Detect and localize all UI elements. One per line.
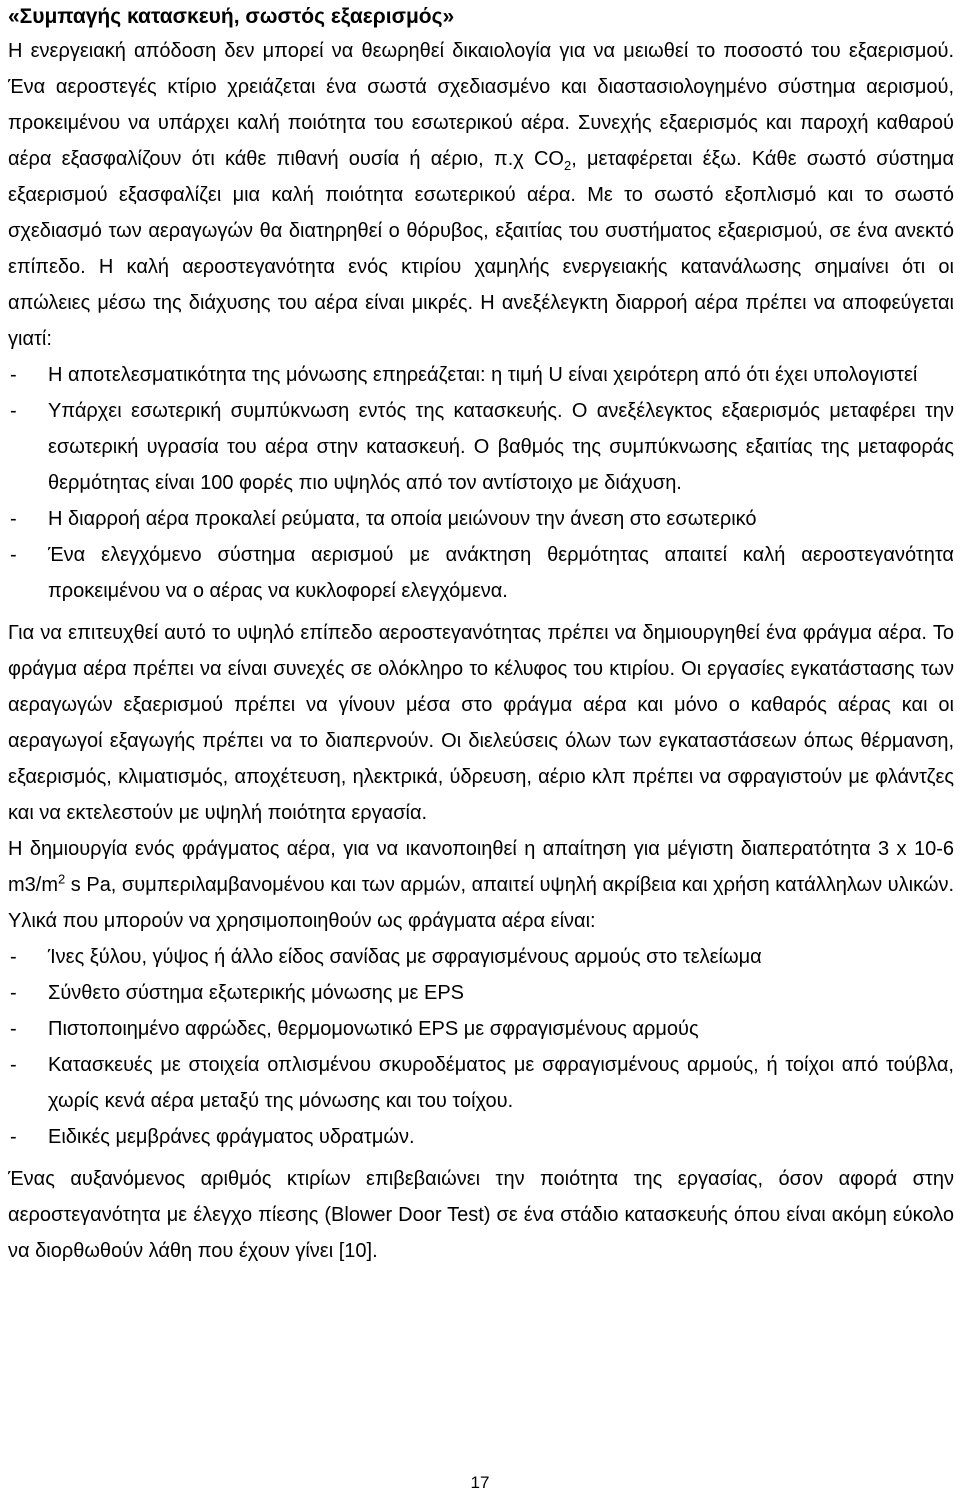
list-item-text: Ειδικές μεμβράνες φράγματος υδρατμών. bbox=[48, 1126, 415, 1148]
list-item-text: Ένα ελεγχόμενο σύστημα αερισμού με ανάκτηση θερμότητας απαιτεί καλή αεροστεγανότητα προκειμένου να ο αέρας να κυκλοφορεί ελεγχόμενα. bbox=[48, 544, 954, 602]
air-leak-consequences-list bbox=[8, 357, 954, 609]
dash-bullet: - bbox=[10, 508, 17, 530]
list-item-text: Η αποτελεσματικότητα της μόνωσης επηρεάζεται: η τιμή U είναι χειρότερη από ότι έχει υπολογιστεί bbox=[48, 364, 918, 386]
paragraph-ventilation bbox=[8, 33, 954, 357]
list-item bbox=[8, 1011, 954, 1047]
list-item-text: Σύνθετο σύστημα εξωτερικής μόνωσης με EPS bbox=[48, 982, 465, 1004]
list-item bbox=[8, 501, 954, 537]
paragraph-air-barrier: Για να επιτευχθεί αυτό το υψηλό επίπεδο αεροστεγανότητας πρέπει να δημιουργηθεί ένα φράγμα αέρα. Το φράγμα αέρα πρέπει να είναι συνεχές σε ολόκληρο το κέλυφος του κτιρίου. Οι εργασίες εγκατάστασης των αεραγωγών εξαερισμού πρέπει να γίνουν μέσα στο φράγμα αέρα και μόνο ο καθαρός αέρας και οι αεραγωγοί εξαγωγής πρέπει να το διαπερνούν. Οι διελεύσεις όλων των εγκαταστάσεων όπως θέρμανση, εξαερισμός, κλιματισμός, αποχέτευση, ηλεκτρικά, ύδρευση, αέριο κλπ πρέπει να σφραγιστούν με φλάντζες και να εκτελεστούν με υψηλή ποιότητα εργασία. bbox=[8, 622, 954, 824]
dash-bullet: - bbox=[10, 544, 17, 566]
dash-bullet: - bbox=[10, 400, 17, 422]
air-barrier-materials-list bbox=[8, 939, 954, 1155]
list-item bbox=[8, 975, 954, 1011]
squared-superscript: 2 bbox=[58, 871, 66, 887]
list-item bbox=[8, 357, 954, 393]
list-item-text: Ίνες ξύλου, γύψος ή άλλο είδος σανίδας με σφραγισμένους αρμούς στο τελείωμα bbox=[48, 946, 762, 968]
dash-bullet: - bbox=[10, 1054, 17, 1076]
paragraph-text: Η δημιουργία ενός φράγματος αέρα, για να ικανοποιηθεί η απαίτηση για μέγιστη διαπερατότητα 3 x 10-6 m3/m bbox=[8, 838, 954, 896]
paragraph-text: Η ενεργειακή απόδοση δεν μπορεί να θεωρηθεί δικαιολογία για να μειωθεί το ποσοστό του εξαερισμού. Ένα αεροστεγές κτίριο χρειάζεται ένα σωστά σχεδιασμένο και διαστασιολογημένο σύστημα αερισμού, προκειμένου να υπάρχει καλή ποιότητα του εσωτερικού αέρα. Συνεχής εξαερισμός και παροχή καθαρού αέρα εξασφαλίζουν ότι κάθε πιθανή ουσία ή αέριο, π.χ CO bbox=[8, 40, 954, 170]
paragraph-text: s Pa, συμπεριλαμβανομένου και των αρμών, απαιτεί υψηλή ακρίβεια και χρήση κατάλληλων υλικών. Υλικά που μπορούν να χρησιμοποιηθούν ως φράγματα αέρα είναι: bbox=[8, 874, 954, 932]
list-item-text: Πιστοποιημένο αφρώδες, θερμομονωτικό EPS με σφραγισμένους αρμούς bbox=[48, 1018, 699, 1040]
page-number: 17 bbox=[470, 1473, 490, 1492]
list-item-text: Υπάρχει εσωτερική συμπύκνωση εντός της κατασκευής. Ο ανεξέλεγκτος εξαερισμός μεταφέρει την εσωτερική υγρασία του αέρα στην κατασκευή. Ο βαθμός της συμπύκνωσης εξαιτίας της μεταφοράς θερμότητας είναι 100 φορές πιο υψηλός από τον αντίστοιχο με διάχυση. bbox=[48, 400, 954, 494]
dash-bullet: - bbox=[10, 1126, 17, 1148]
list-item bbox=[8, 1119, 954, 1155]
dash-bullet: - bbox=[10, 946, 17, 968]
list-item bbox=[8, 1047, 954, 1119]
section-title: «Συμπαγής κατασκευή, σωστός εξαερισμός» bbox=[8, 5, 455, 28]
document-page bbox=[8, 0, 954, 1269]
dash-bullet: - bbox=[10, 364, 17, 386]
paragraph-text: , μεταφέρεται έξω. Κάθε σωστό σύστημα εξαερισμού εξασφαλίζει μια καλή ποιότητα εσωτερικού αέρα. Με το σωστό εξοπλισμό και το σωστό σχεδιασμό των αεραγωγών θα διατηρηθεί ο θόρυβος, εξαιτίας του συστήματος εξαερισμού, σε ένα ανεκτό επίπεδο. Η καλή αεροστεγανότητα ενός κτιρίου χαμηλής ενεργειακής κατανάλωσης σημαίνει ότι οι απώλειες μέσω της διάχυσης του αέρα είναι μικρές. Η ανεξέλεγκτη διαρροή αέρα πρέπει να αποφεύγεται γιατί: bbox=[8, 148, 955, 350]
list-item-text: Κατασκευές με στοιχεία οπλισμένου σκυροδέματος με σφραγισμένους αρμούς, ή τοίχοι από τούβλα, χωρίς κενά αέρα μεταξύ της μόνωσης και του τοίχου. bbox=[48, 1054, 954, 1112]
list-item bbox=[8, 393, 954, 501]
co2-subscript: 2 bbox=[563, 158, 572, 173]
paragraph-blower-door: Ένας αυξανόμενος αριθμός κτιρίων επιβεβαιώνει την ποιότητα της εργασίας, όσον αφορά στην αεροστεγανότητα με έλεγχο πίεσης (Blower Door Test) σε ένα στάδιο κατασκευής όπου είναι ακόμη εύκολο να διορθωθούν λάθη που έχουν γίνει [10]. bbox=[8, 1168, 954, 1262]
list-item bbox=[8, 939, 954, 975]
list-item bbox=[8, 537, 954, 609]
dash-bullet: - bbox=[10, 982, 17, 1004]
list-item-text: Η διαρροή αέρα προκαλεί ρεύματα, τα οποία μειώνουν την άνεση στο εσωτερικό bbox=[48, 508, 757, 530]
paragraph-permeability bbox=[8, 831, 954, 939]
dash-bullet: - bbox=[10, 1018, 17, 1040]
